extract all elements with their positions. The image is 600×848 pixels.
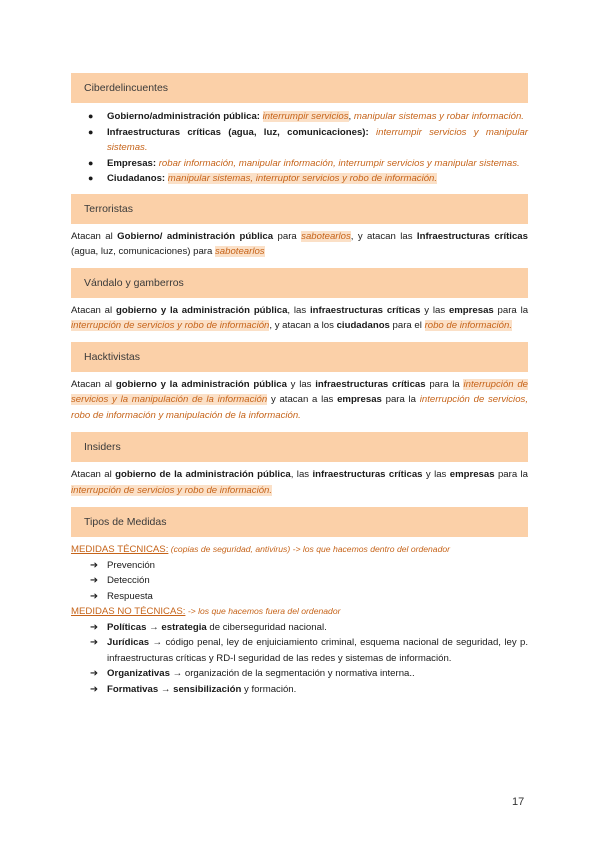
section-header-ciberdelincuentes: Ciberdelincuentes [71, 73, 528, 103]
vandalos-paragraph: Atacan al gobierno y la administración pública, las infraestructuras críticas y las empresas para la interrupción de servicios y robo de información, y atacan a los ciudadanos para el robo de información. [71, 304, 529, 331]
list-item: ➔ Organizativas → organización de la segmentación y normativa interna.. [71, 666, 528, 682]
list-item: ➔ Políticas → estrategia de ciberseguridad nacional. [71, 620, 528, 636]
terroristas-paragraph: Atacan al Gobierno/ administración pública para sabotearlos, y atacan las Infraestructuras críticas (agua, luz, comunicaciones) para sabotearlos [71, 230, 528, 257]
arrow-icon: ➔ [90, 668, 99, 679]
list-item: ➔ Respuesta [71, 589, 528, 605]
arrow-icon: ➔ [90, 590, 99, 602]
page-content [71, 0, 528, 697]
list-item: ➔ Jurídicas → código penal, ley de enjuiciamiento criminal, esquema nacional de seguridad, ley p. infraestructuras críticas y RD-l seguridad de las redes y sistemas de información. [90, 637, 528, 664]
medidas-no-tecnicas-heading: MEDIDAS NO TÉCNICAS: -> los que hacemos fuera del ordenador [71, 606, 341, 617]
list-item: ➔ Detección [71, 573, 528, 589]
insiders-paragraph: Atacan al gobierno de la administración pública, las infraestructuras críticas y las empresas para la interrupción de servicios y robo de información. [71, 469, 529, 496]
arrow-icon: ➔ [90, 621, 99, 633]
list-item: ● Ciudadanos: manipular sistemas, interruptor servicios y robo de información. [88, 173, 438, 184]
ciberdelincuentes-list [71, 109, 528, 187]
arrow-icon: ➔ [90, 637, 99, 648]
section-header-terroristas: Terroristas [71, 194, 528, 224]
arrow-icon: ➔ [90, 683, 99, 695]
list-item: ● Empresas: robar información, manipular información, interrumpir servicios y manipular sistemas. [88, 157, 520, 169]
section-header-vandalos: Vándalo y gamberros [71, 268, 528, 298]
medidas-tecnicas-list [71, 558, 528, 605]
medidas-tecnicas-heading: MEDIDAS TÉCNICAS: (copias de seguridad, antivirus) -> los que hacemos dentro del ordenador [71, 544, 450, 555]
arrow-icon: ➔ [90, 559, 99, 571]
hacktivistas-paragraph: Atacan al gobierno y la administración pública y las infraestructuras críticas para la interrupción de servicios y la manipulación de la información y atacan a las empresas para la interrupción de servicios, robo de información y manipulación de la información. [71, 378, 529, 421]
list-item: ➔ Prevención [71, 558, 528, 574]
medidas-no-tecnicas-list [71, 620, 528, 698]
page-number: 17 [512, 796, 525, 808]
section-header-hacktivistas: Hacktivistas [71, 342, 528, 372]
list-item: ➔ Formativas → sensibilización y formación. [71, 682, 528, 698]
arrow-icon: ➔ [90, 575, 99, 586]
section-header-insiders: Insiders [71, 432, 528, 462]
section-header-tipos-medidas: Tipos de Medidas [71, 507, 528, 537]
list-item: ● Gobierno/administración pública: interrumpir servicios, manipular sistemas y robar información. [88, 111, 524, 122]
list-item: ● Infraestructuras críticas (agua, luz, comunicaciones): interrumpir servicios y manipular sistemas. [88, 126, 528, 153]
